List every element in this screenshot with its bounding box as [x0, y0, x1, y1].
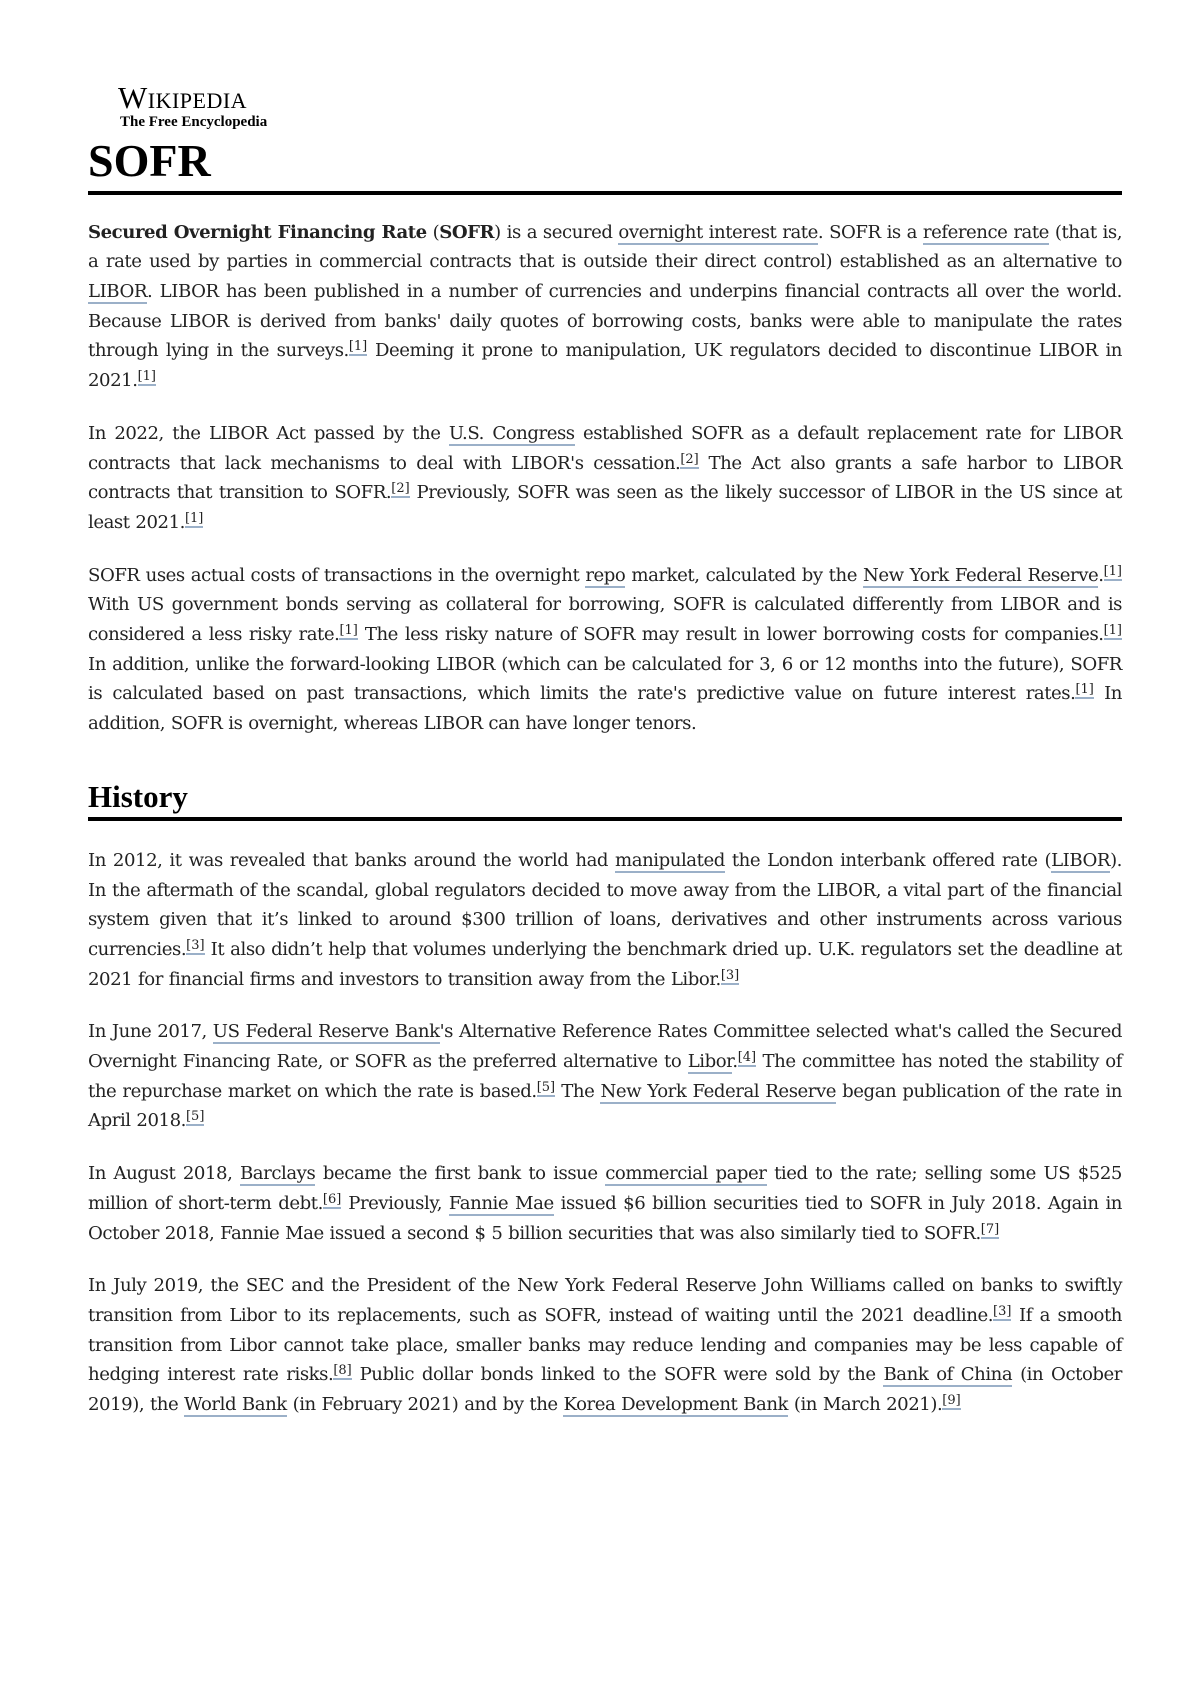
- link-new-york-federal-reserve[interactable]: New York Federal Reserve: [863, 564, 1099, 586]
- text: The committee has noted the stability of the repurchase market on which the rate is based.: [88, 1051, 1122, 1102]
- link-us-federal-reserve-bank[interactable]: US Federal Reserve Bank: [212, 1021, 440, 1043]
- citation-ref[interactable]: [2]: [680, 451, 699, 467]
- citation-ref[interactable]: [9]: [942, 1393, 961, 1409]
- logo-wordmark: Wikipedia: [118, 80, 248, 115]
- citation-ref[interactable]: [3]: [993, 1303, 1012, 1319]
- text: SOFR uses actual costs of transactions in the overnight: [88, 564, 586, 586]
- page-title: SOFR: [88, 136, 1122, 195]
- link-libor[interactable]: LIBOR: [1051, 849, 1111, 871]
- citation-ref[interactable]: [1]: [137, 369, 156, 385]
- citation-ref[interactable]: [5]: [185, 1109, 205, 1125]
- citation-ref[interactable]: [1]: [339, 623, 358, 639]
- text: issued $6 billion securities tied to SOFR in July 2018. Again in October 2018, Fannie Mae issued a second $ 5 billion securities that was also similarly tied to SOFR.: [88, 1192, 1122, 1244]
- article: [88, 82, 1122, 1420]
- bold-term-sofr: SOFR: [439, 221, 495, 243]
- citation-ref[interactable]: [7]: [980, 1221, 1000, 1237]
- text: (: [426, 221, 440, 243]
- citation-ref[interactable]: [6]: [322, 1191, 342, 1207]
- text: became the first bank to issue: [315, 1163, 606, 1185]
- citation-ref[interactable]: [5]: [536, 1079, 556, 1095]
- link-barclays[interactable]: Barclays: [239, 1163, 316, 1185]
- citation-ref[interactable]: [3]: [720, 967, 740, 983]
- text: In 2012, it was revealed that banks around the world had: [88, 849, 616, 871]
- text: ) is a secured: [494, 221, 619, 243]
- text: In June 2017,: [88, 1021, 213, 1043]
- text: .: [732, 1051, 738, 1073]
- citation-ref[interactable]: [1]: [348, 339, 368, 355]
- text: . SOFR is a: [817, 221, 923, 243]
- citation-ref[interactable]: [3]: [186, 937, 205, 953]
- intro-paragraph-3: [88, 561, 1122, 739]
- link-world-bank[interactable]: World Bank: [184, 1394, 287, 1416]
- text: market, calculated by the: [625, 564, 863, 586]
- link-korea-development-bank[interactable]: Korea Development Bank: [563, 1394, 789, 1416]
- text: (that is, a rate used by parties in commercial contracts that is outside their direct control) established as an alternative to: [88, 221, 1122, 273]
- link-fannie-mae[interactable]: Fannie Mae: [448, 1192, 554, 1214]
- intro-paragraph-2: [88, 419, 1122, 538]
- intro-paragraph-1: [88, 218, 1122, 396]
- text: With US government bonds serving as collateral for borrowing, SOFR is calculated differently from LIBOR and is considered a less risky rate.: [88, 594, 1122, 646]
- wikipedia-logo[interactable]: [118, 82, 1122, 130]
- link-bank-of-china[interactable]: Bank of China: [883, 1364, 1013, 1386]
- text: established SOFR as a default replacement rate for LIBOR contracts that lack mechanisms to deal with LIBOR's cessation.: [88, 422, 1122, 474]
- history-paragraph-4: [88, 1271, 1122, 1420]
- link-repo[interactable]: repo: [585, 564, 626, 586]
- text: ). In the aftermath of the scandal, global regulators decided to move away from the LIBOR, a vital part of the financial system given that it’s linked to around $300 trillion of loans, derivatives and other instruments across various currencies.: [88, 849, 1122, 960]
- link-overnight-interest-rate[interactable]: overnight interest rate: [618, 221, 818, 243]
- text: .: [1098, 564, 1104, 586]
- link-new-york-federal-reserve[interactable]: New York Federal Reserve: [600, 1080, 837, 1102]
- text: began publication of the rate in April 2018.: [88, 1080, 1122, 1132]
- history-paragraph-2: [88, 1017, 1122, 1136]
- text: (in October 2019), the: [88, 1364, 1122, 1416]
- citation-ref[interactable]: [1]: [1103, 623, 1123, 639]
- link-reference-rate[interactable]: reference rate: [922, 221, 1049, 243]
- text: If a smooth transition from Libor cannot take place, smaller banks may reduce lending and companies may be less capable of hedging interest rate risks.: [88, 1304, 1123, 1386]
- text: In addition, unlike the forward-looking LIBOR (which can be calculated for 3, 6 or 12 months into the future), SOFR is calculated based on past transactions, which limits the rate's predictive value on future interest rates.: [88, 653, 1122, 705]
- section-heading-history: History: [88, 779, 1122, 821]
- text: The less risky nature of SOFR may result in lower borrowing costs for companies.: [357, 624, 1104, 646]
- bold-term-sofr-full: Secured Overnight Financing Rate: [88, 221, 427, 243]
- link-us-congress[interactable]: U.S. Congress: [448, 422, 575, 444]
- text: In August 2018,: [88, 1163, 240, 1185]
- text: Public dollar bonds linked to the SOFR were sold by the: [351, 1364, 884, 1386]
- citation-ref[interactable]: [1]: [1103, 563, 1122, 579]
- logo-tagline: The Free Encyclopedia: [120, 114, 268, 130]
- text: In addition, SOFR is overnight, whereas LIBOR can have longer tenors.: [88, 683, 1122, 735]
- text: In 2022, the LIBOR Act passed by the: [88, 422, 449, 444]
- history-paragraph-1: [88, 846, 1122, 995]
- text: The Act also grants a safe harbor to LIBOR contracts that transition to SOFR.: [88, 452, 1122, 504]
- citation-ref[interactable]: [4]: [737, 1050, 757, 1066]
- history-paragraph-3: [88, 1159, 1122, 1248]
- text: the London interbank offered rate (: [724, 849, 1052, 871]
- link-libor[interactable]: Libor: [687, 1051, 733, 1073]
- text: tied to the rate; selling some US $525 million of short-term debt.: [88, 1163, 1122, 1214]
- link-manipulated[interactable]: manipulated: [615, 849, 725, 871]
- link-libor[interactable]: LIBOR: [88, 281, 148, 302]
- text: 's Alternative Reference Rates Committee selected what's called the Secured Overnight Financing Rate, or SOFR as the preferred alternative to: [88, 1021, 1122, 1073]
- citation-ref[interactable]: [1]: [1075, 682, 1094, 698]
- citation-ref[interactable]: [8]: [333, 1363, 352, 1379]
- text: It also didn’t help that volumes underlying the benchmark dried up. U.K. regulators set the deadline at 2021 for financial firms and investors to transition away from the Libor.: [88, 938, 1122, 990]
- text: Previously, SOFR was seen as the likely successor of LIBOR in the US since at least 2021.: [88, 482, 1122, 533]
- text: In July 2019, the SEC and the President of the New York Federal Reserve John Williams called on banks to swiftly transition from Libor to its replacements, such as SOFR, instead of waiting until the 2021 deadline.: [88, 1275, 1122, 1326]
- text: Previously,: [341, 1192, 449, 1214]
- citation-ref[interactable]: [2]: [391, 481, 410, 497]
- link-commercial-paper[interactable]: commercial paper: [605, 1163, 767, 1185]
- text: Deeming it prone to manipulation, UK regulators decided to discontinue LIBOR in 2021.: [88, 340, 1122, 392]
- text: (in March 2021).: [788, 1394, 943, 1416]
- citation-ref[interactable]: [1]: [184, 510, 204, 526]
- text: The: [555, 1080, 601, 1102]
- text: . LIBOR has been published in a number of currencies and underpins financial contracts all over the world. Because LIBOR is derived from banks' daily quotes of borrowing costs, banks were able to manipulate the rates through lying in the surveys.: [88, 281, 1122, 362]
- text: (in February 2021) and by the: [286, 1394, 564, 1416]
